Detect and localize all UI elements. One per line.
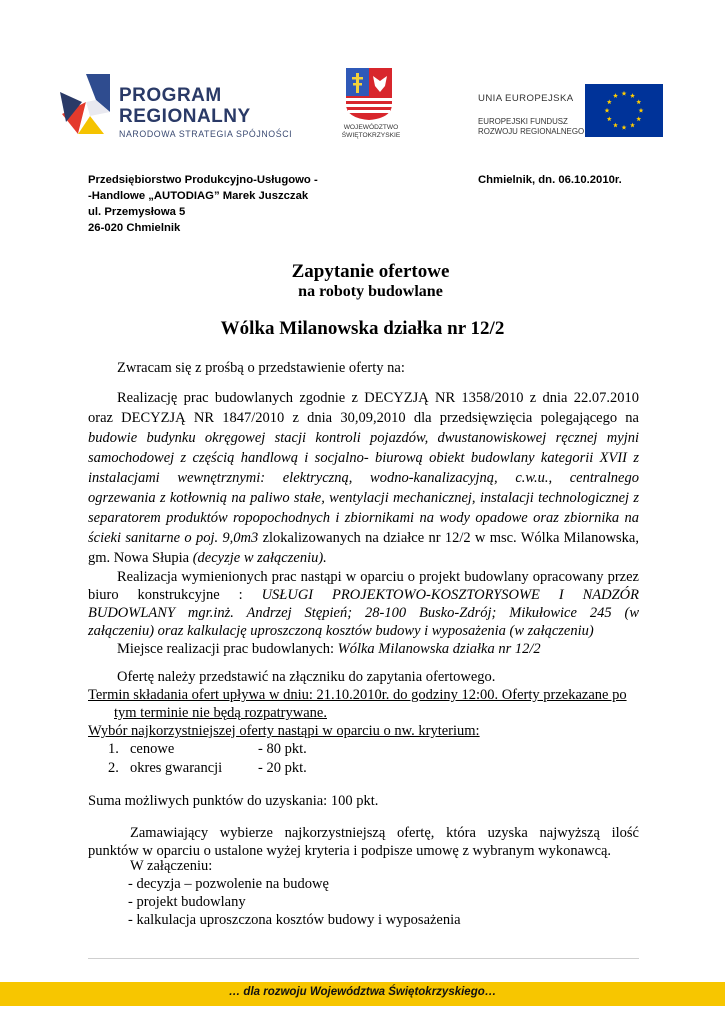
eu-flag-icon [585,84,663,137]
closing-line: Zamawiający wybierze najkorzystniejszą ofertę, która uzyska najwyższą ilość [130,825,639,841]
program-logo-subtitle: NARODOWA STRATEGIA SPÓJNOŚCI [119,129,293,139]
wojewodztwo-line1: WOJEWÓDZTWO [343,124,399,131]
eu-logo [478,84,668,144]
criteria-points: - 20 pkt. [258,760,307,776]
attachments [128,857,461,929]
document-date: Chmielnik, dn. 06.10.2010r. [478,174,622,186]
sender-line-3: ul. Przemysłowa 5 [88,206,186,218]
offer-terms [88,668,639,740]
criteria-item [108,740,307,759]
sender-line-2: -Handlowe „AUTODIAG” Marek Juszczak [88,190,309,202]
p2-italic: BUDOWLANY mgr.inż. Andrzej Stępień; 28-100 Busko-Zdrój; Mikułowice 245 (w [88,605,639,621]
p2-text: Miejsce realizacji prac budowlanych: [117,641,338,657]
page-subtitle: na roboty budowlane [298,283,443,300]
footer-slogan: … dla rozwoju Województwa Świętokrzyskiego… [228,986,497,998]
p1-line [88,508,639,528]
paragraph-project [88,568,639,658]
offer-deadline: Termin składania ofert upływa w dniu: 21.10.2010r. do godziny 12:00. Oferty przekazane po [88,687,627,703]
p1-line [88,548,639,568]
intro-text: Zwracam się z prośbą o przedstawienie oferty na: [117,360,405,376]
sender-address [88,172,318,236]
p2-line [88,640,639,658]
eu-fund-line2: ROZWOJU REGIONALNEGO [478,127,585,136]
p1-line [88,528,639,548]
criteria-label: okres gwarancji [130,760,223,776]
p2-line: Realizacja wymienionych prac nastąpi w oparciu o projekt budowlany opracowany przez [117,569,639,585]
p2-italic: załączeniu) oraz kalkulację uproszczoną kosztów budowy i wyposażenia (w załączeniu) [88,623,594,639]
program-logo-line1: PROGRAM [119,85,222,106]
p1-italic: instalacjami wewnętrznymi: elektryczną, wodno-kanalizacyjną, c.w.u., centralnego [88,470,639,486]
eu-fund-line1: EUROPEJSKI FUNDUSZ [478,117,568,126]
criteria-number: 1. [108,741,119,757]
p1-italic: separatorem produktów ropopochodnych i zbiornikami na wody opadowe oraz zbiornika na [88,510,639,526]
closing-paragraph [88,824,639,860]
p1-line [88,488,639,508]
p2-text: biuro konstrukcyjne : [88,587,262,603]
total-points: Suma możliwych punktów do uzyskania: 100 pkt. [88,793,379,809]
location-title: Wólka Milanowska działka nr 12/2 [220,318,505,339]
offer-deadline: tym terminie nie będą rozpatrywane. [114,705,327,721]
program-logo-line2: REGIONALNY [119,106,251,127]
p1-text: gm. Nowa Słupia [88,550,193,566]
p1-italic: ogrzewania z kotłownią na paliwo stałe, wentylacji mechanicznej, instalacji technologicznej z [88,490,639,506]
p1-line [88,448,639,468]
eu-title: UNIA EUROPEJSKA [478,93,574,104]
p1-line [88,428,639,448]
paragraph-scope [88,388,639,568]
attachments-heading: W załączeniu: [130,858,213,874]
criteria-label: cenowe [130,741,175,757]
criteria-points: - 80 pkt. [258,741,307,757]
wojewodztwo-logo [338,68,404,148]
criteria-number: 2. [108,760,119,776]
page-title: Zapytanie ofertowe [291,261,450,282]
p1-line: Realizację prac budowlanych zgodnie z DECYZJĄ NR 1358/2010 z dnia 22.07.2010 [117,390,639,406]
criteria-list [108,740,307,778]
attachment-item: - decyzja – pozwolenie na budowę [128,876,329,892]
offer-criteria-heading: Wybór najkorzystniejszej oferty nastąpi w oparciu o nw. kryterium: [88,723,480,739]
p1-line: oraz DECYZJĄ NR 1847/2010 z dnia 30,09,2010 dla przedsięwzięcia polegającego na [88,410,639,426]
p1-text: zlokalizowanych na działce nr 12/2 w msc. Wólka Milanowska, [258,530,639,546]
sender-line-1: Przedsiębiorstwo Produkcyjno-Usługowo - [88,174,318,186]
program-regionalny-logo [60,70,320,150]
p2-line [88,622,639,640]
footer-divider [88,958,639,959]
star-icon [60,72,112,136]
p2-italic: USŁUGI PROJEKTOWO-KOSZTORYSOWE I NADZÓR [261,587,639,603]
p1-italic: samochodowej z częścią handlową i socjalno- biurową obiekt budowlany kategorii XVII z [88,450,639,466]
p1-italic: budowie budynku okręgowej stacji kontroli pojazdów, dwustanowiskowej ręcznej myjni [88,430,639,446]
closing-line: punktów w oparciu o ustalone wyżej kryteria i podpisze umowę z wybranym wykonawcą. [88,843,612,859]
sender-line-4: 26-020 Chmielnik [88,222,181,234]
p2-italic: Wólka Milanowska działka nr 12/2 [337,641,541,657]
coat-of-arms-icon [346,68,392,120]
p2-line [88,604,639,622]
attachment-item: - kalkulacja uproszczona kosztów budowy i wyposażenia [128,912,461,928]
offer-line: Ofertę należy przedstawić na złączniku do zapytania ofertowego. [117,669,496,685]
criteria-item [108,759,307,778]
wojewodztwo-line2: ŚWIĘTOKRZYSKIE [341,132,401,139]
attachment-item: - projekt budowlany [128,894,246,910]
p1-italic: ścieki sanitarne o poj. 9,0m3 [88,530,259,546]
p1-italic: (decyzje w załączeniu). [192,550,327,566]
p2-line [88,586,639,604]
p1-line [88,468,639,488]
